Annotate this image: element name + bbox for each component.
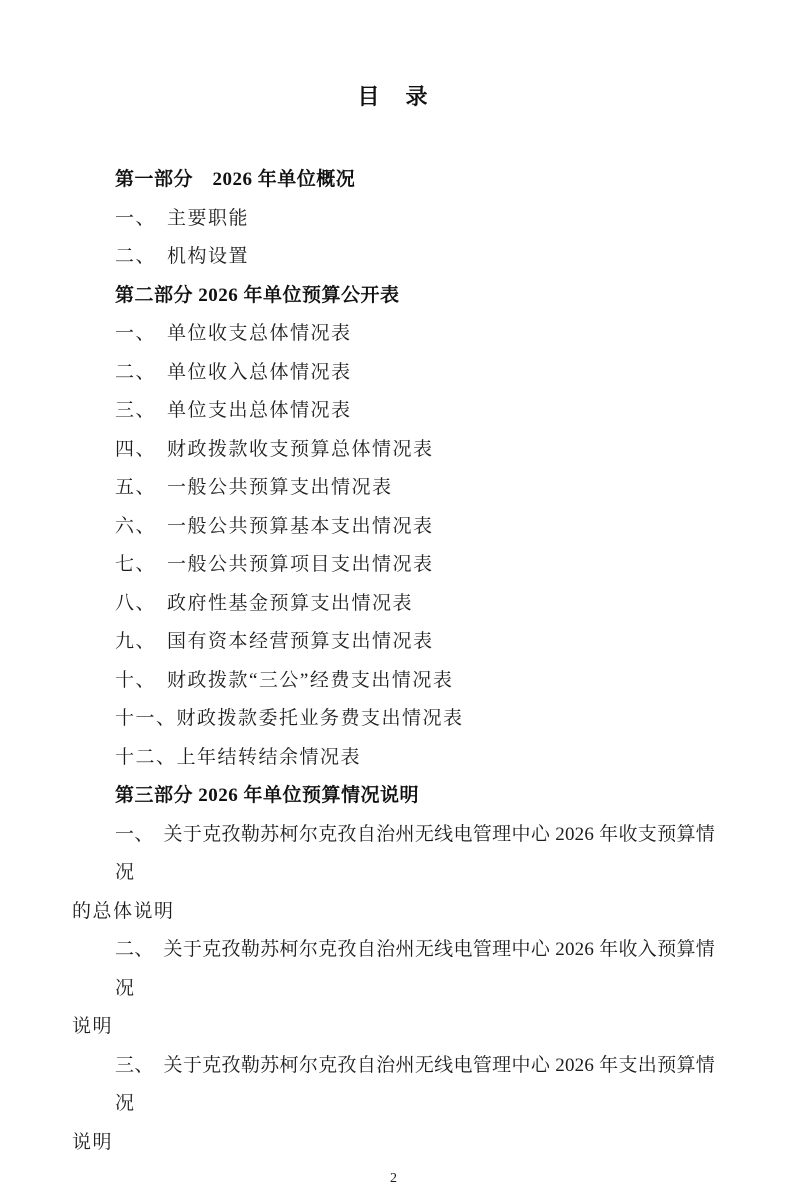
page-footer [72,1162,715,1195]
toc-paragraph-line: 三、 关于克孜勒苏柯尔克孜自治州无线电管理中心 2026 年支出预算情况 [115,1054,715,1114]
toc-item: 二、 单位收入总体情况表 [115,361,352,383]
toc-paragraph-line: 说明 [72,1131,114,1153]
page-title: 目 录 [357,84,430,109]
toc-item: 十、 财政拨款“三公”经费支出情况表 [115,669,454,691]
toc-section-heading-part3: 第三部分 2026 年单位预算情况说明 [115,785,420,806]
toc-section-heading-part1: 第一部分 2026 年单位概况 [115,169,356,190]
table-of-contents [72,161,715,1162]
toc-item: 四、 财政拨款收支预算总体情况表 [115,438,434,460]
toc-paragraph-line: 一、 关于克孜勒苏柯尔克孜自治州无线电管理中心 2026 年收支预算情况 [115,823,715,883]
toc-item: 一、 主要职能 [115,207,250,229]
toc-item: 十一、财政拨款委托业务费支出情况表 [115,708,464,729]
document-page [0,75,793,1197]
page-number: 2 [390,1171,397,1186]
toc-item: 五、 一般公共预算支出情况表 [115,477,393,498]
toc-paragraph [72,1047,715,1163]
toc-paragraph-line: 说明 [72,1016,114,1037]
toc-paragraph-line: 的总体说明 [72,900,175,922]
toc-paragraph [72,816,715,932]
toc-paragraph [72,931,715,1047]
toc-item: 八、 政府性基金预算支出情况表 [115,592,414,614]
toc-item: 十二、上年结转结余情况表 [115,746,362,768]
toc-item: 九、 国有资本经营预算支出情况表 [115,631,434,652]
toc-item: 一、 单位收支总体情况表 [115,323,352,344]
toc-section-heading-part2: 第二部分 2026 年单位预算公开表 [115,284,400,306]
toc-item: 二、 机构设置 [115,246,250,267]
toc-item: 六、 一般公共预算基本支出情况表 [115,515,434,537]
toc-item: 七、 一般公共预算项目支出情况表 [115,554,434,575]
toc-paragraph-line: 二、 关于克孜勒苏柯尔克孜自治州无线电管理中心 2026 年收入预算情况 [115,939,715,999]
toc-item: 三、 单位支出总体情况表 [115,400,352,421]
